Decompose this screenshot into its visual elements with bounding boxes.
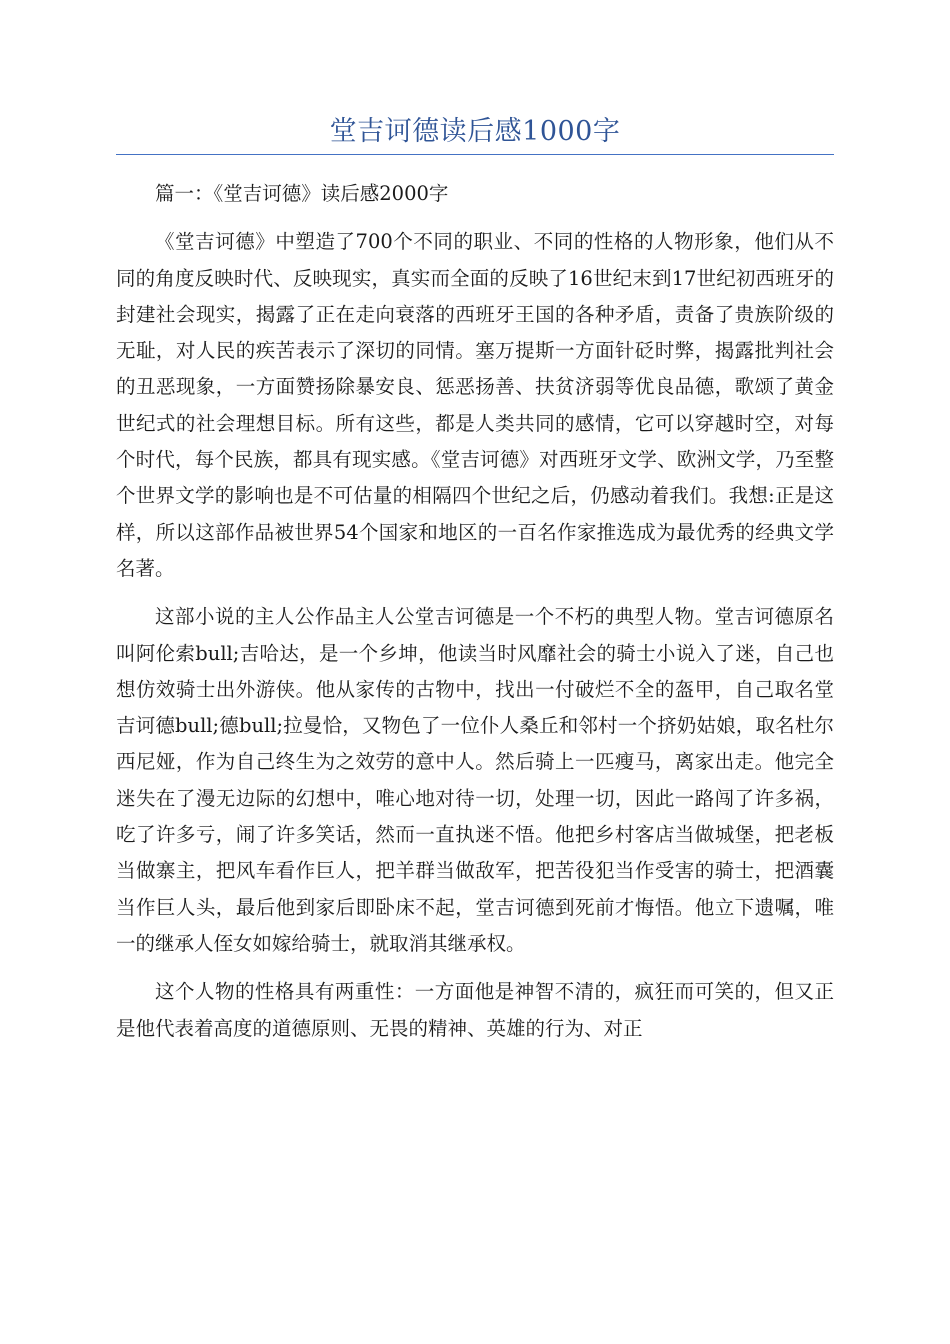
paragraph: 这部小说的主人公作品主人公堂吉诃德是一个不朽的典型人物。堂吉诃德原名叫阿伦索bull;吉哈达，是一个乡坤，他读当时风靡社会的骑士小说入了迷，自己也想仿效骑士出外游侠。他从家传的古物中，找出一付破烂不全的盔甲，自己取名堂吉诃德bull;德bull;拉曼恰，又物色了一位仆人桑丘和邻村一个挤奶姑娘，取名杜尔西尼娅，作为自己终生为之效劳的意中人。然后骑上一匹瘦马，离家出走。他完全迷失在了漫无边际的幻想中，唯心地对待一切，处理一切，因此一路闯了许多祸，吃了许多亏，闹了许多笑话，然而一直执迷不悟。他把乡村客店当做城堡，把老板当做寨主，把风车看作巨人，把羊群当做敌军，把苦役犯当作受害的骑士，把酒囊当作巨人头，最后他到家后即卧床不起，堂吉诃德到死前才悔悟。他立下遗嘱，唯一的继承人侄女如嫁给骑士，就取消其继承权。	[116, 605, 834, 955]
title-underline	[116, 154, 834, 155]
document-title: 堂吉诃德读后感1000字	[329, 116, 621, 147]
paragraph: 这个人物的性格具有两重性：一方面他是神智不清的，疯狂而可笑的，但又正是他代表着高度的道德原则、无畏的精神、英雄的行为、对正	[116, 980, 834, 1040]
document-body	[116, 176, 834, 1059]
paragraph: 《堂吉诃德》中塑造了700个不同的职业、不同的性格的人物形象，他们从不同的角度反映时代、反映现实，真实而全面的反映了16世纪末到17世纪初西班牙的封建社会现实，揭露了正在走向衰落的西班牙王国的各种矛盾，责备了贵族阶级的无耻，对人民的疾苦表示了深切的同情。塞万提斯一方面针砭时弊，揭露批判社会的丑恶现象，一方面赞扬除暴安良、惩恶扬善、扶贫济弱等优良品德，歌颂了黄金世纪式的社会理想目标。所有这些，都是人类共同的感情，它可以穿越时空，对每个时代，每个民族，都具有现实感。《堂吉诃德》对西班牙文学、欧洲文学，乃至整个世界文学的影响也是不可估量的相隔四个世纪之后，仍感动着我们。我想:正是这样，所以这部作品被世界54个国家和地区的一百名作家推选成为最优秀的经典文学名著。	[116, 230, 834, 580]
section-heading: 篇一：《堂吉诃德》读后感2000字	[155, 182, 449, 205]
